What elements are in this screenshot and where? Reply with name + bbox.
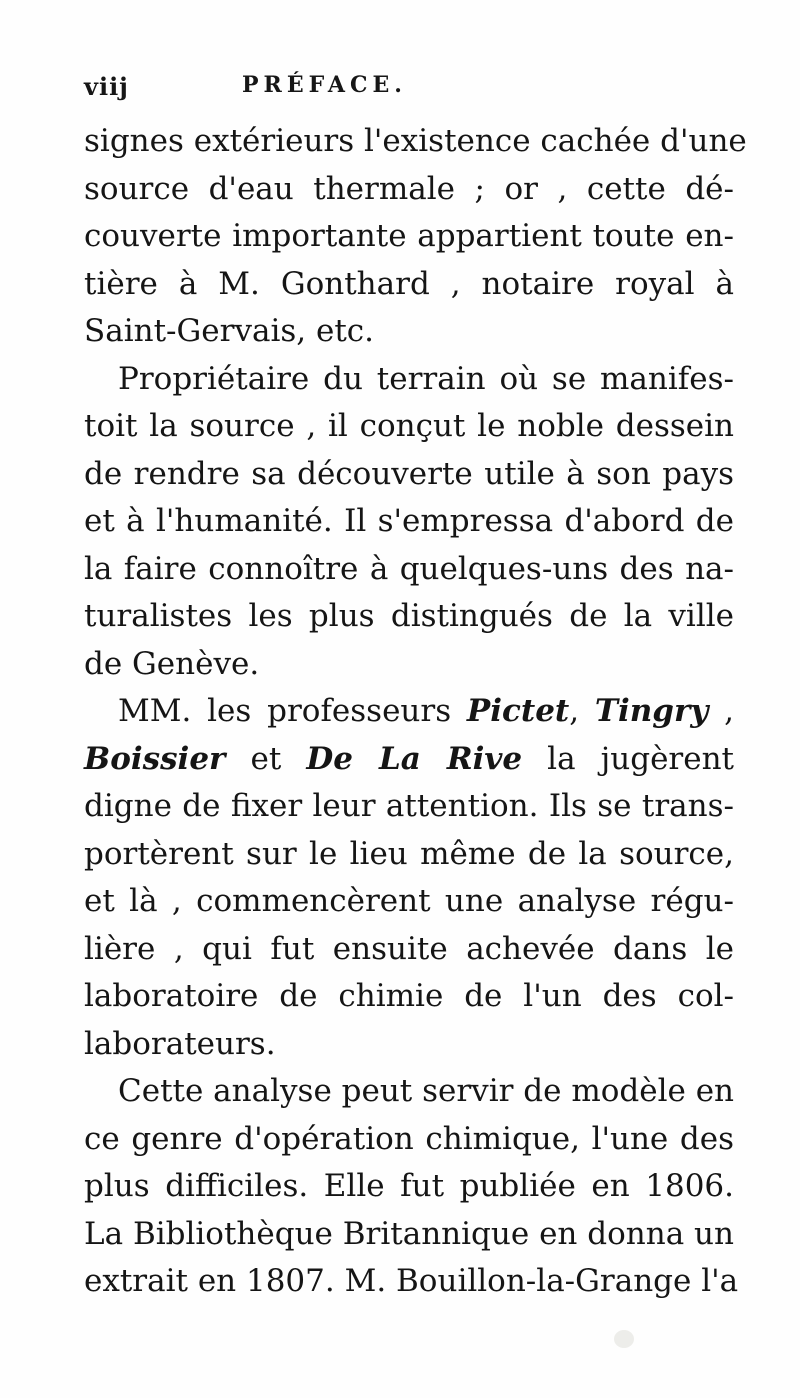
text-line: digne de fixer leur attention. Ils se trans- <box>84 788 734 824</box>
paragraph-start-line <box>84 688 734 736</box>
text-line: ce genre d'opération chimique, l'une des <box>84 1120 734 1157</box>
text-line: turalistes les plus distingués de la ville <box>84 598 734 634</box>
text-line: toit la source , il conçut le noble dessein <box>84 408 734 444</box>
text-line: laboratoire de chimie de l'un des col- <box>84 978 734 1014</box>
text-line <box>84 736 734 784</box>
text-line: et à l'humanité. Il s'empressa d'abord de <box>84 503 734 539</box>
paper-stain <box>614 1330 634 1348</box>
paragraph-start-line: Cette analyse peut servir de modèle en <box>118 1073 735 1109</box>
text-line: Saint-Gervais, etc. <box>84 313 375 349</box>
person-name-tingry: Tingry <box>594 693 709 729</box>
text-line: de rendre sa découverte utile à son pays <box>84 455 734 492</box>
text-line: couverte importante appartient toute en- <box>84 218 734 254</box>
running-title: PRÉFACE. <box>242 72 407 98</box>
text-fragment: et <box>225 740 307 777</box>
text-line: signes extérieurs l'existence cachée d'une <box>84 123 747 159</box>
text-line: et là , commencèrent une analyse régu- <box>84 883 734 919</box>
text-fragment: la jugèrent <box>522 740 735 777</box>
page-header <box>84 72 734 108</box>
text-line: plus difficiles. Elle fut publiée en 1806. <box>84 1168 734 1204</box>
text-line: tière à M. Gonthard , notaire royal à <box>84 265 734 302</box>
text-line: la faire connoître à quelques-uns des na- <box>84 550 734 587</box>
text-line: de Genève. <box>84 645 260 682</box>
person-name-de-la-rive: De La Rive <box>306 740 523 777</box>
text-line: portèrent sur le lieu même de la source, <box>84 835 734 872</box>
body-text <box>84 118 747 1306</box>
paragraph-start-line: Propriétaire du terrain où se manifes- <box>118 360 734 397</box>
text-line: extrait en 1807. M. Bouillon-la-Grange l'a <box>84 1263 739 1299</box>
text-line: lière , qui fut ensuite achevée dans le <box>84 930 734 967</box>
text-line: laborateurs. <box>84 1025 276 1062</box>
text-fragment: MM. les professeurs <box>118 693 467 729</box>
page-number: viij <box>84 72 129 101</box>
text-fragment: , <box>569 693 595 729</box>
text-fragment: , <box>708 693 734 729</box>
text-line: source d'eau thermale ; or , cette dé- <box>84 170 734 207</box>
text-line: La Bibliothèque Britannique en donna un <box>84 1215 734 1252</box>
person-name-boissier: Boissier <box>84 740 226 777</box>
person-name-pictet: Pictet <box>466 693 570 729</box>
